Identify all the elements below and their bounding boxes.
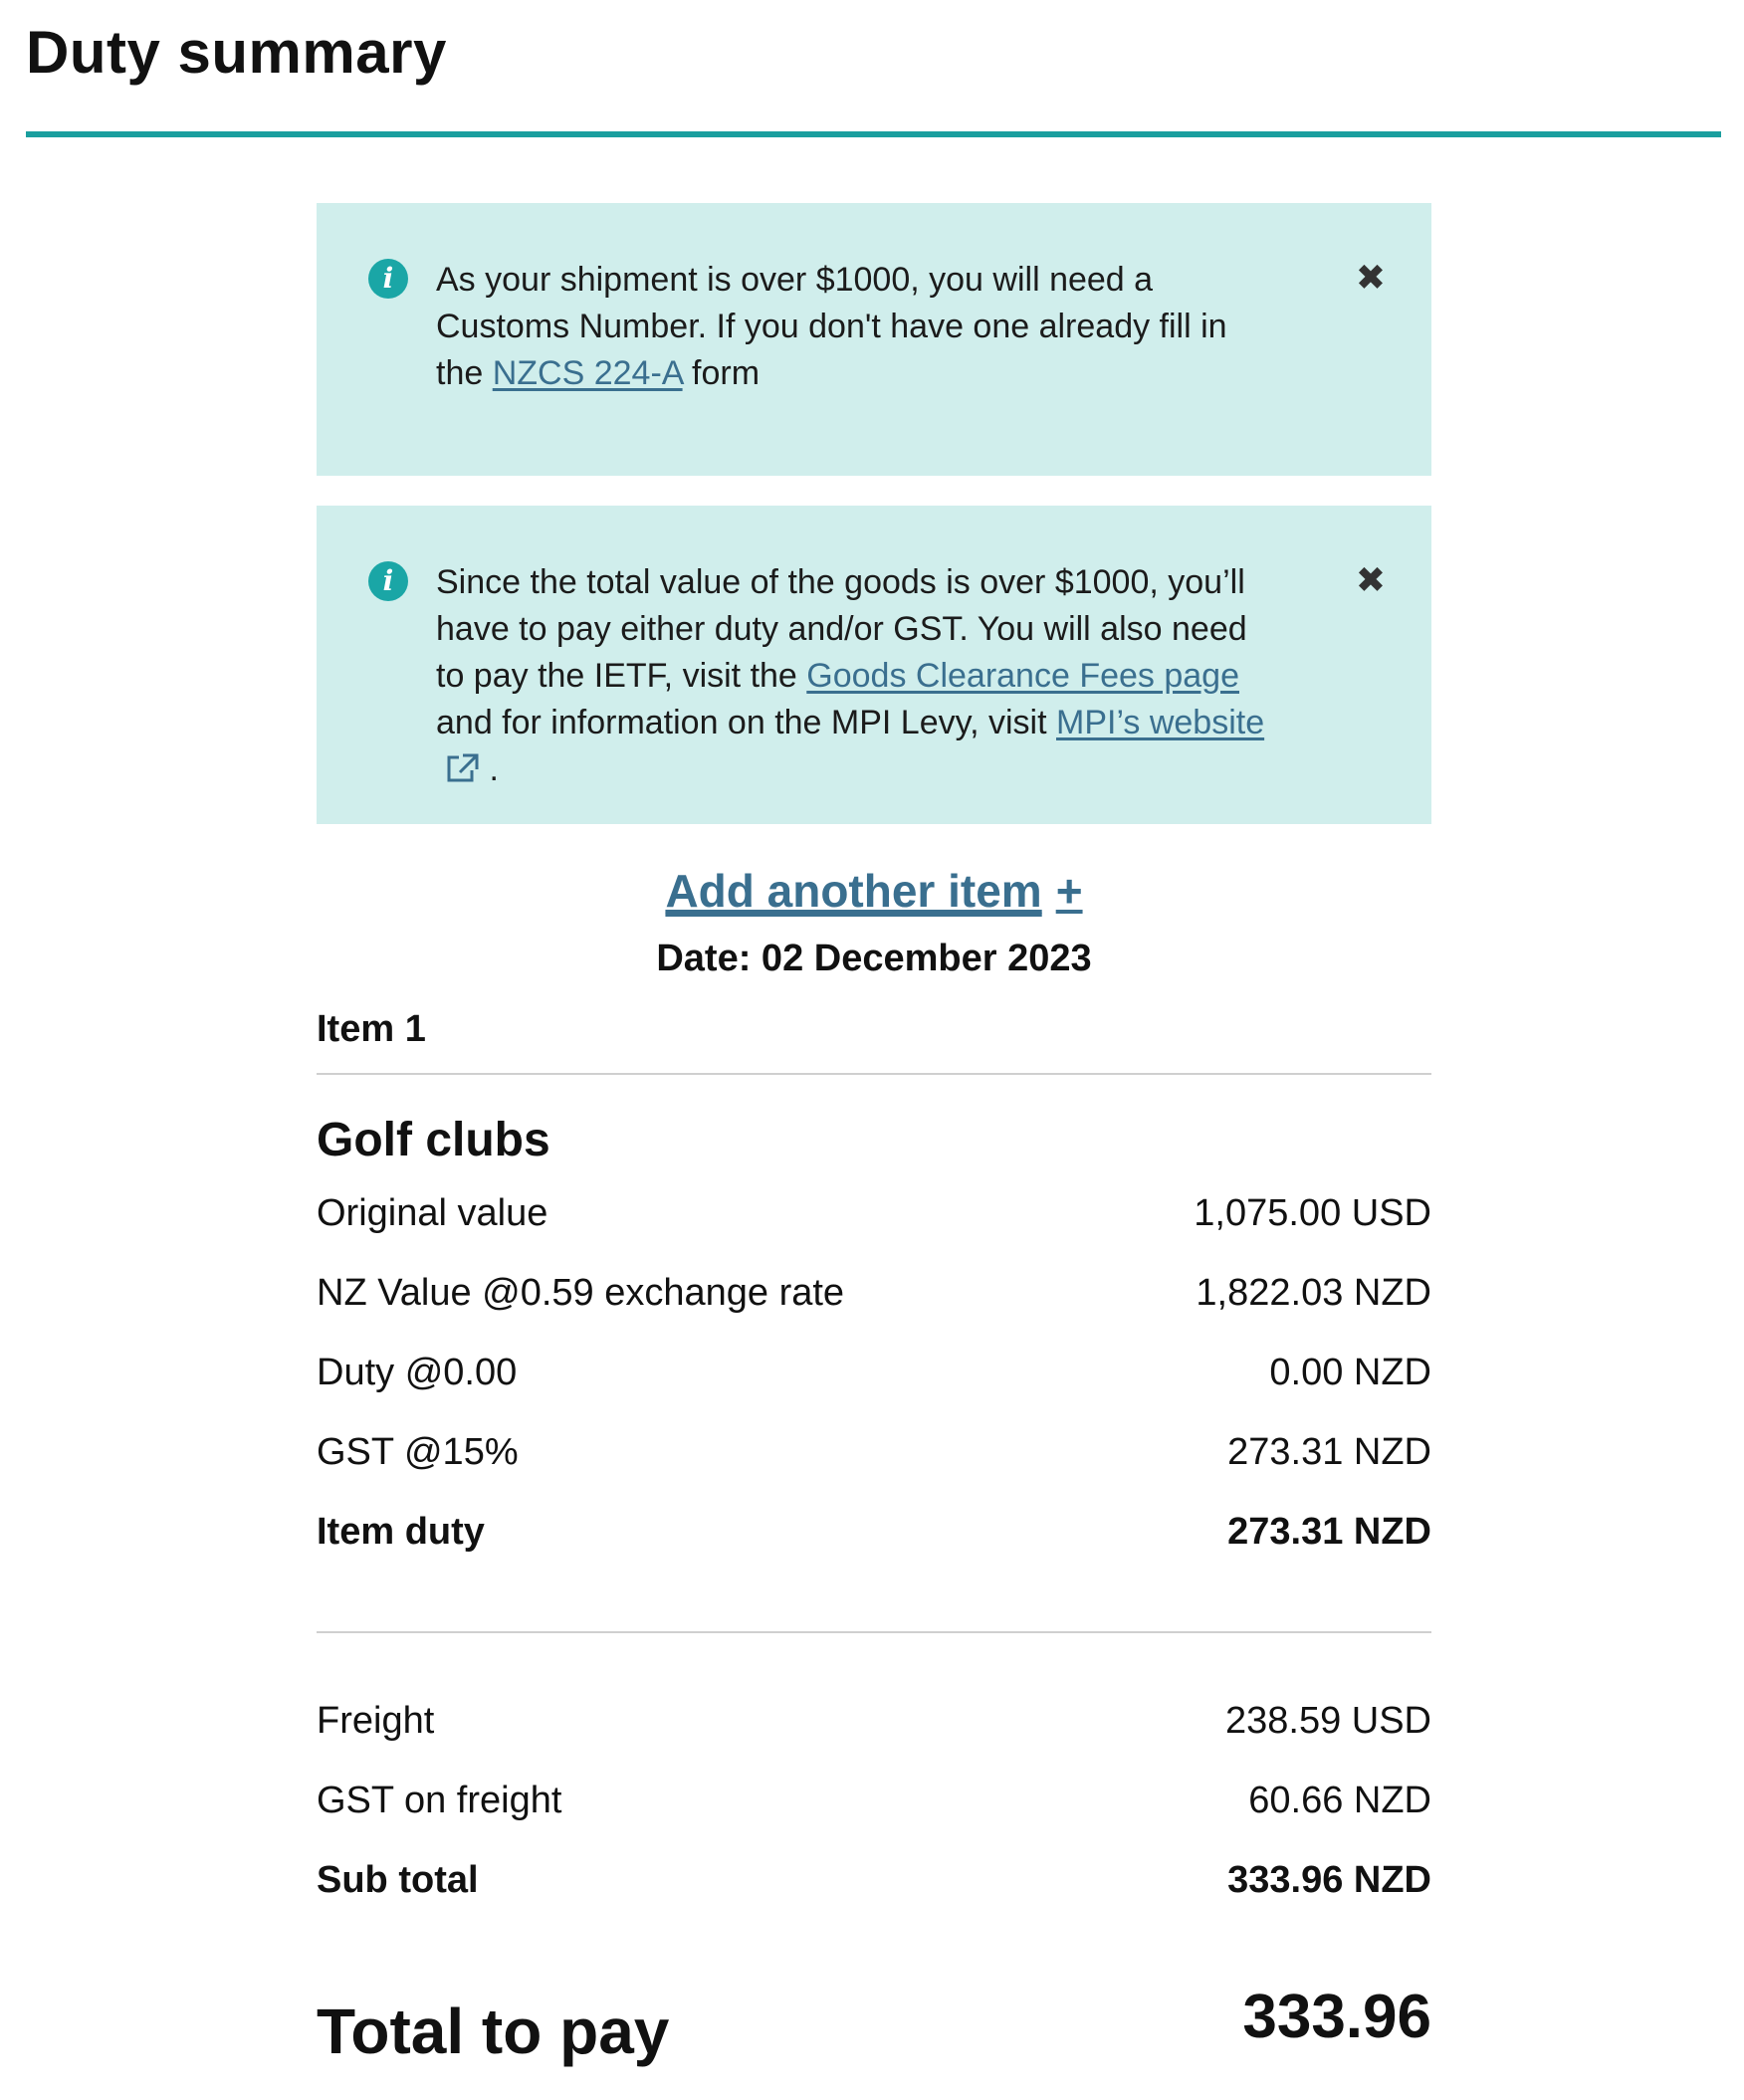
row-label: Original value (317, 1192, 548, 1234)
duty-row (317, 1333, 1431, 1412)
info-icon: i (368, 561, 408, 601)
goods-clearance-fees-link[interactable]: Goods Clearance Fees page (806, 657, 1239, 695)
freight-summary (317, 1681, 1431, 1920)
summary-date: Date: 02 December 2023 (656, 938, 1092, 979)
close-icon[interactable]: ✖ (1355, 560, 1386, 601)
customs-number-notice (317, 203, 1431, 476)
duty-gst-notice (317, 506, 1431, 824)
row-value: 238.59 USD (1224, 1700, 1431, 1742)
duty-summary-content (317, 203, 1431, 2068)
external-link-icon[interactable] (444, 752, 480, 784)
row-value: 1,075.00 USD (1194, 1192, 1431, 1234)
row-label: GST @15% (317, 1431, 519, 1473)
section-divider (317, 1631, 1431, 1633)
item-breakdown (317, 1173, 1431, 1572)
total-to-pay (317, 1982, 1431, 2068)
total-label: Total to pay (317, 1995, 670, 2067)
row-value: 1,822.03 NZD (1196, 1272, 1431, 1314)
row-value: 60.66 NZD (1248, 1780, 1431, 1821)
freight-row (317, 1681, 1431, 1761)
row-label: GST on freight (317, 1780, 562, 1821)
title-divider (26, 131, 1721, 137)
sub-total-row (317, 1840, 1431, 1920)
notice-text: As your shipment is over $1000, you will need a Customs Number. If you don't have one already fill in the NZCS 224-A form (436, 261, 1227, 392)
page-title: Duty summary (26, 19, 447, 86)
item-duty-row (317, 1492, 1431, 1572)
info-icon: i (368, 259, 408, 299)
gst-row (317, 1412, 1431, 1492)
row-label: NZ Value @0.59 exchange rate (317, 1272, 845, 1314)
row-value: 333.96 NZD (1227, 1859, 1431, 1901)
gst-on-freight-row (317, 1761, 1431, 1840)
row-label: Item duty (317, 1511, 485, 1553)
add-item-label: Add another item (665, 865, 1042, 917)
row-label: Freight (317, 1700, 435, 1742)
row-value: 273.31 NZD (1227, 1431, 1431, 1473)
item-name: Golf clubs (317, 1114, 550, 1166)
total-value: 333.96 (1242, 1983, 1431, 2051)
plus-icon: + (1055, 865, 1083, 917)
nz-value-row (317, 1253, 1431, 1333)
row-label: Duty @0.00 (317, 1352, 518, 1393)
close-icon[interactable]: ✖ (1355, 258, 1386, 299)
row-label: Sub total (317, 1859, 479, 1901)
mpi-website-link[interactable]: MPI’s website (1056, 704, 1265, 741)
row-value: 273.31 NZD (1227, 1511, 1431, 1553)
add-another-item-link[interactable] (317, 864, 1431, 918)
row-value: 0.00 NZD (1269, 1352, 1431, 1393)
notice-text: Since the total value of the goods is over $1000, you’ll have to pay either duty and/or GST. You will also need to pay the IETF, visit the Goods Clearance Fees page and for information on the MPI Levy, visit MPI’s website . (436, 563, 1265, 788)
original-value-row (317, 1173, 1431, 1253)
item-heading: Item 1 (317, 1008, 1431, 1075)
nzcs-224a-link[interactable]: NZCS 224-A (492, 354, 683, 392)
